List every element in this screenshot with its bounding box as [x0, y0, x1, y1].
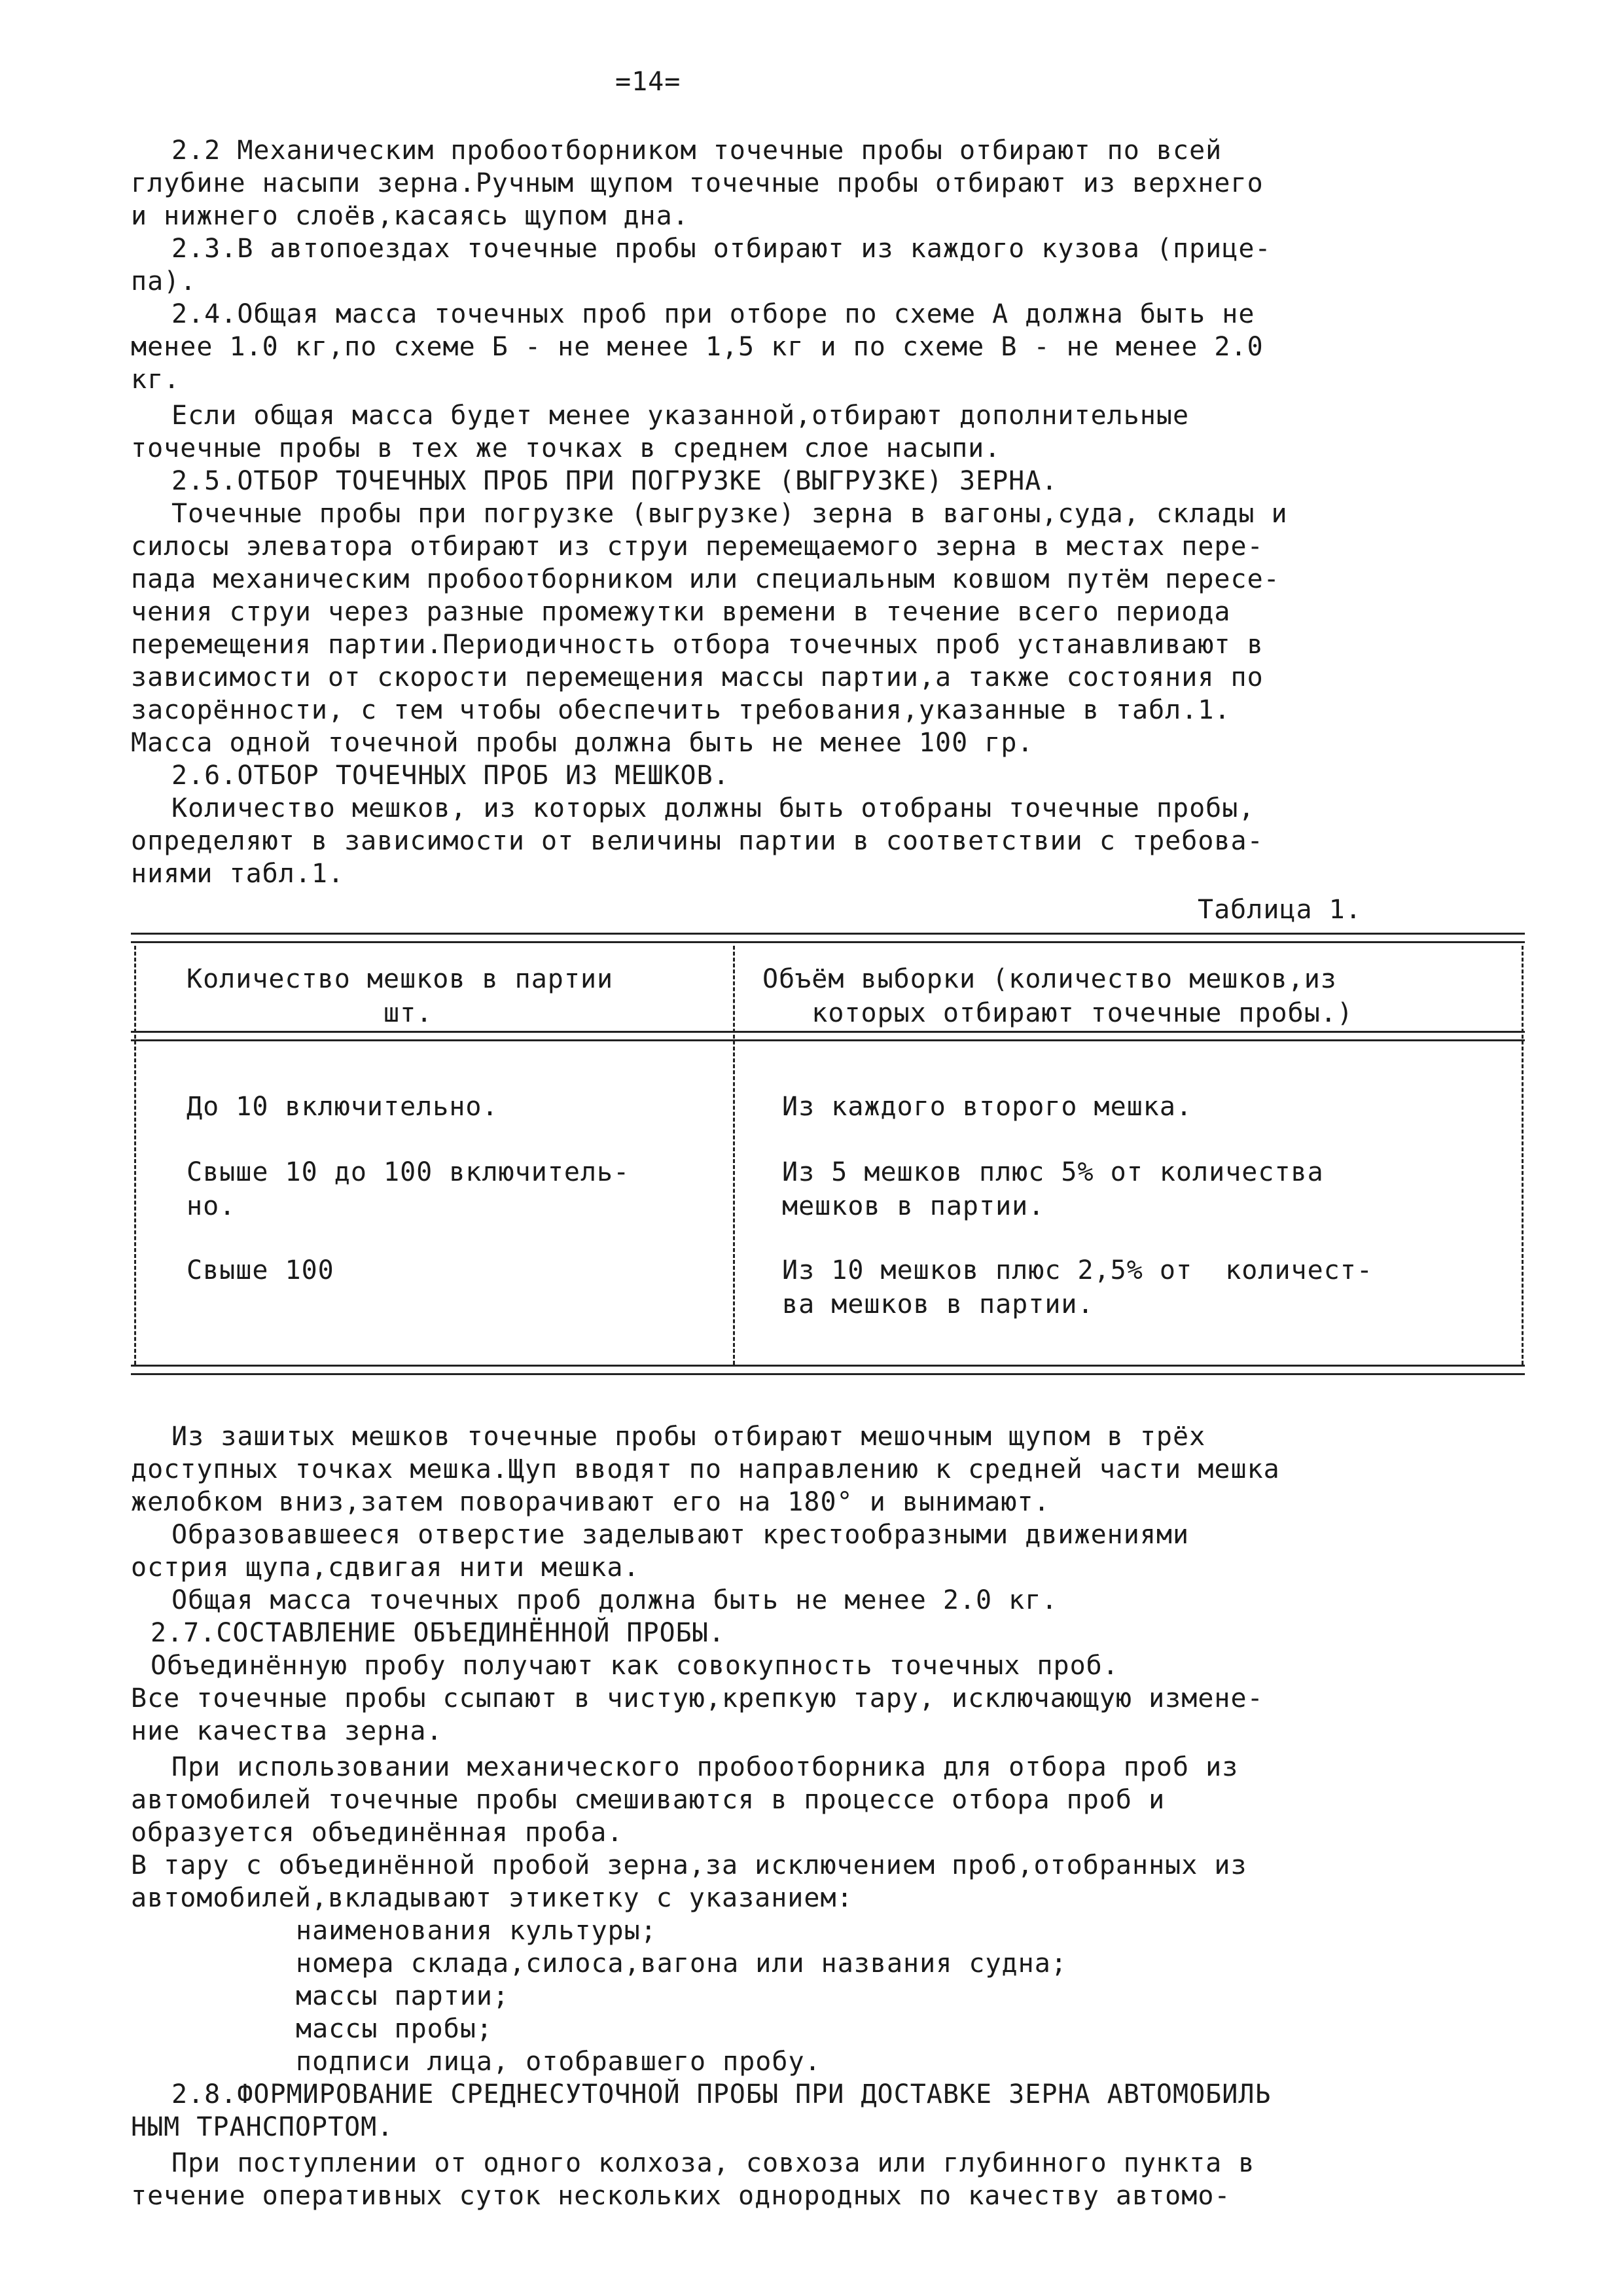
table-cell: Из каждого второго мешка. — [782, 1092, 1193, 1122]
table-cell: До 10 включительно. — [187, 1092, 499, 1122]
paragraph-line: Масса одной точечной пробы должна быть не менее 100 гр. — [131, 728, 1034, 758]
section-heading: 2.7.СОСТАВЛЕНИЕ ОБЪЕДИНЁННОЙ ПРОБЫ. — [151, 1618, 725, 1648]
paragraph-line: Образовавшееся отверстие заделывают крестообразными движениями — [171, 1520, 1190, 1550]
table-cell: Свыше 10 до 100 включитель- но. — [187, 1157, 630, 1221]
list-item: наименования культуры; — [296, 1916, 657, 1946]
paragraph-line: Точечные пробы при погрузке (выгрузке) зерна в вагоны,суда, склады и — [171, 499, 1288, 529]
paragraph-line: глубине насыпи зерна.Ручным щупом точечные пробы отбирают из верхнего — [131, 168, 1264, 198]
paragraph-line: 2.4.Общая масса точечных проб при отборе по схеме А должна быть не — [171, 299, 1255, 329]
list-item: массы пробы; — [296, 2014, 493, 2044]
table-cell: Свыше 100 — [187, 1255, 334, 1285]
paragraph-line: течение оперативных суток нескольких однородных по качеству автомо- — [131, 2181, 1231, 2211]
paragraph-line: Количество мешков, из которых должны быть отобраны точечные пробы, — [171, 793, 1255, 823]
paragraph-line: автомобилей,вкладывают этикетку с указанием: — [131, 1883, 853, 1913]
section-heading: 2.5.ОТБОР ТОЧЕЧНЫХ ПРОБ ПРИ ПОГРУЗКЕ (ВЫГРУЗКЕ) ЗЕРНА. — [171, 466, 1058, 496]
table-cell: Из 10 мешков плюс 2,5% от количест- ва мешков в партии. — [782, 1255, 1373, 1319]
paragraph-line: При использовании механического пробоотборника для отбора проб из — [171, 1752, 1239, 1782]
table-cell: Из 5 мешков плюс 5% от количества мешков в партии. — [782, 1157, 1324, 1221]
paragraph-line: кг. — [131, 365, 181, 395]
section-heading: 2.6.ОТБОР ТОЧЕЧНЫХ ПРОБ ИЗ МЕШКОВ. — [171, 761, 730, 791]
table-bottom-rule — [131, 1365, 1525, 1375]
paragraph-line: менее 1.0 кг,по схеме Б - не менее 1,5 кг и по схеме В - не менее 2.0 — [131, 332, 1264, 362]
paragraph-line: ниями табл.1. — [131, 859, 345, 889]
table-top-rule — [131, 933, 1525, 943]
paragraph-line: силосы элеватора отбирают из струи перемещаемого зерна в местах пере- — [131, 531, 1264, 562]
paragraph-line: точечные пробы в тех же точках в среднем слое насыпи. — [131, 433, 1001, 463]
paragraph-line: пада механическим пробоотборником или специальным ковшом путём пересе- — [131, 564, 1280, 594]
table-caption: Таблица 1. — [1198, 895, 1362, 925]
paragraph-line: определяют в зависимости от величины партии в соответствии с требова- — [131, 826, 1264, 856]
paragraph-line: 2.3.В автопоездах точечные пробы отбирают из каждого кузова (прице- — [171, 234, 1272, 264]
paragraph-line: перемещения партии.Периодичность отбора точечных проб устанавливают в — [131, 630, 1264, 660]
page-number: =14= — [615, 67, 681, 97]
paragraph-line: зависимости от скорости перемещения массы партии,а также состояния по — [131, 662, 1264, 692]
paragraph-line: автомобилей точечные пробы смешиваются в процессе отбора проб и — [131, 1785, 1166, 1815]
paragraph-line: Общая масса точечных проб должна быть не менее 2.0 кг. — [171, 1585, 1058, 1615]
list-item: номера склада,силоса,вагона или названия судна; — [296, 1948, 1067, 1979]
paragraph-line: образуется объединённая проба. — [131, 1818, 624, 1848]
paragraph-line: засорённости, с тем чтобы обеспечить требования,указанные в табл.1. — [131, 695, 1231, 725]
table-header-cell: Объём выборки (количество мешков,из которых отбирают точечные пробы.) — [762, 964, 1353, 1028]
paragraph-line: При поступлении от одного колхоза, совхоза или глубинного пункта в — [171, 2148, 1255, 2178]
paragraph-line: 2.2 Механическим пробоотборником точечные пробы отбирают по всей — [171, 135, 1222, 166]
paragraph-line: Объединённую пробу получают как совокупность точечных проб. — [151, 1651, 1119, 1681]
paragraph-line: чения струи через разные промежутки времени в течение всего периода — [131, 597, 1231, 627]
table-border-right — [1522, 946, 1524, 1365]
paragraph-line: В тару с объединённой пробой зерна,за исключением проб,отобранных из — [131, 1850, 1247, 1880]
paragraph-line: ние качества зерна. — [131, 1716, 443, 1746]
paragraph-line: доступных точках мешка.Щуп вводят по направлению к средней части мешка — [131, 1454, 1280, 1484]
paragraph-line: Если общая масса будет менее указанной,отбирают дополнительные — [171, 401, 1190, 431]
paragraph-line: желобком вниз,затем поворачивают его на 180° и вынимают. — [131, 1487, 1050, 1517]
table-header-cell: Количество мешков в партии шт. — [187, 964, 614, 1028]
paragraph-line: па). — [131, 266, 197, 296]
paragraph-line: Из зашитых мешков точечные пробы отбирают мешочным щупом в трёх — [171, 1422, 1206, 1452]
paragraph-line: Все точечные пробы ссыпают в чистую,крепкую тару, исключающую измене- — [131, 1683, 1264, 1713]
table-header-rule — [131, 1031, 1525, 1041]
paragraph-line: острия щупа,сдвигая нити мешка. — [131, 1552, 640, 1583]
table-border-left — [134, 946, 136, 1365]
section-heading: 2.8.ФОРМИРОВАНИЕ СРЕДНЕСУТОЧНОЙ ПРОБЫ ПРИ ДОСТАВКЕ ЗЕРНА АВТОМОБИЛЬ — [171, 2079, 1272, 2109]
list-item: массы партии; — [296, 1981, 510, 2011]
paragraph-line: и нижнего слоёв,касаясь щупом дна. — [131, 201, 689, 231]
section-heading: НЫМ ТРАНСПОРТОМ. — [131, 2112, 394, 2142]
list-item: подписи лица, отобравшего пробу. — [296, 2047, 821, 2077]
table-column-divider — [733, 946, 735, 1365]
